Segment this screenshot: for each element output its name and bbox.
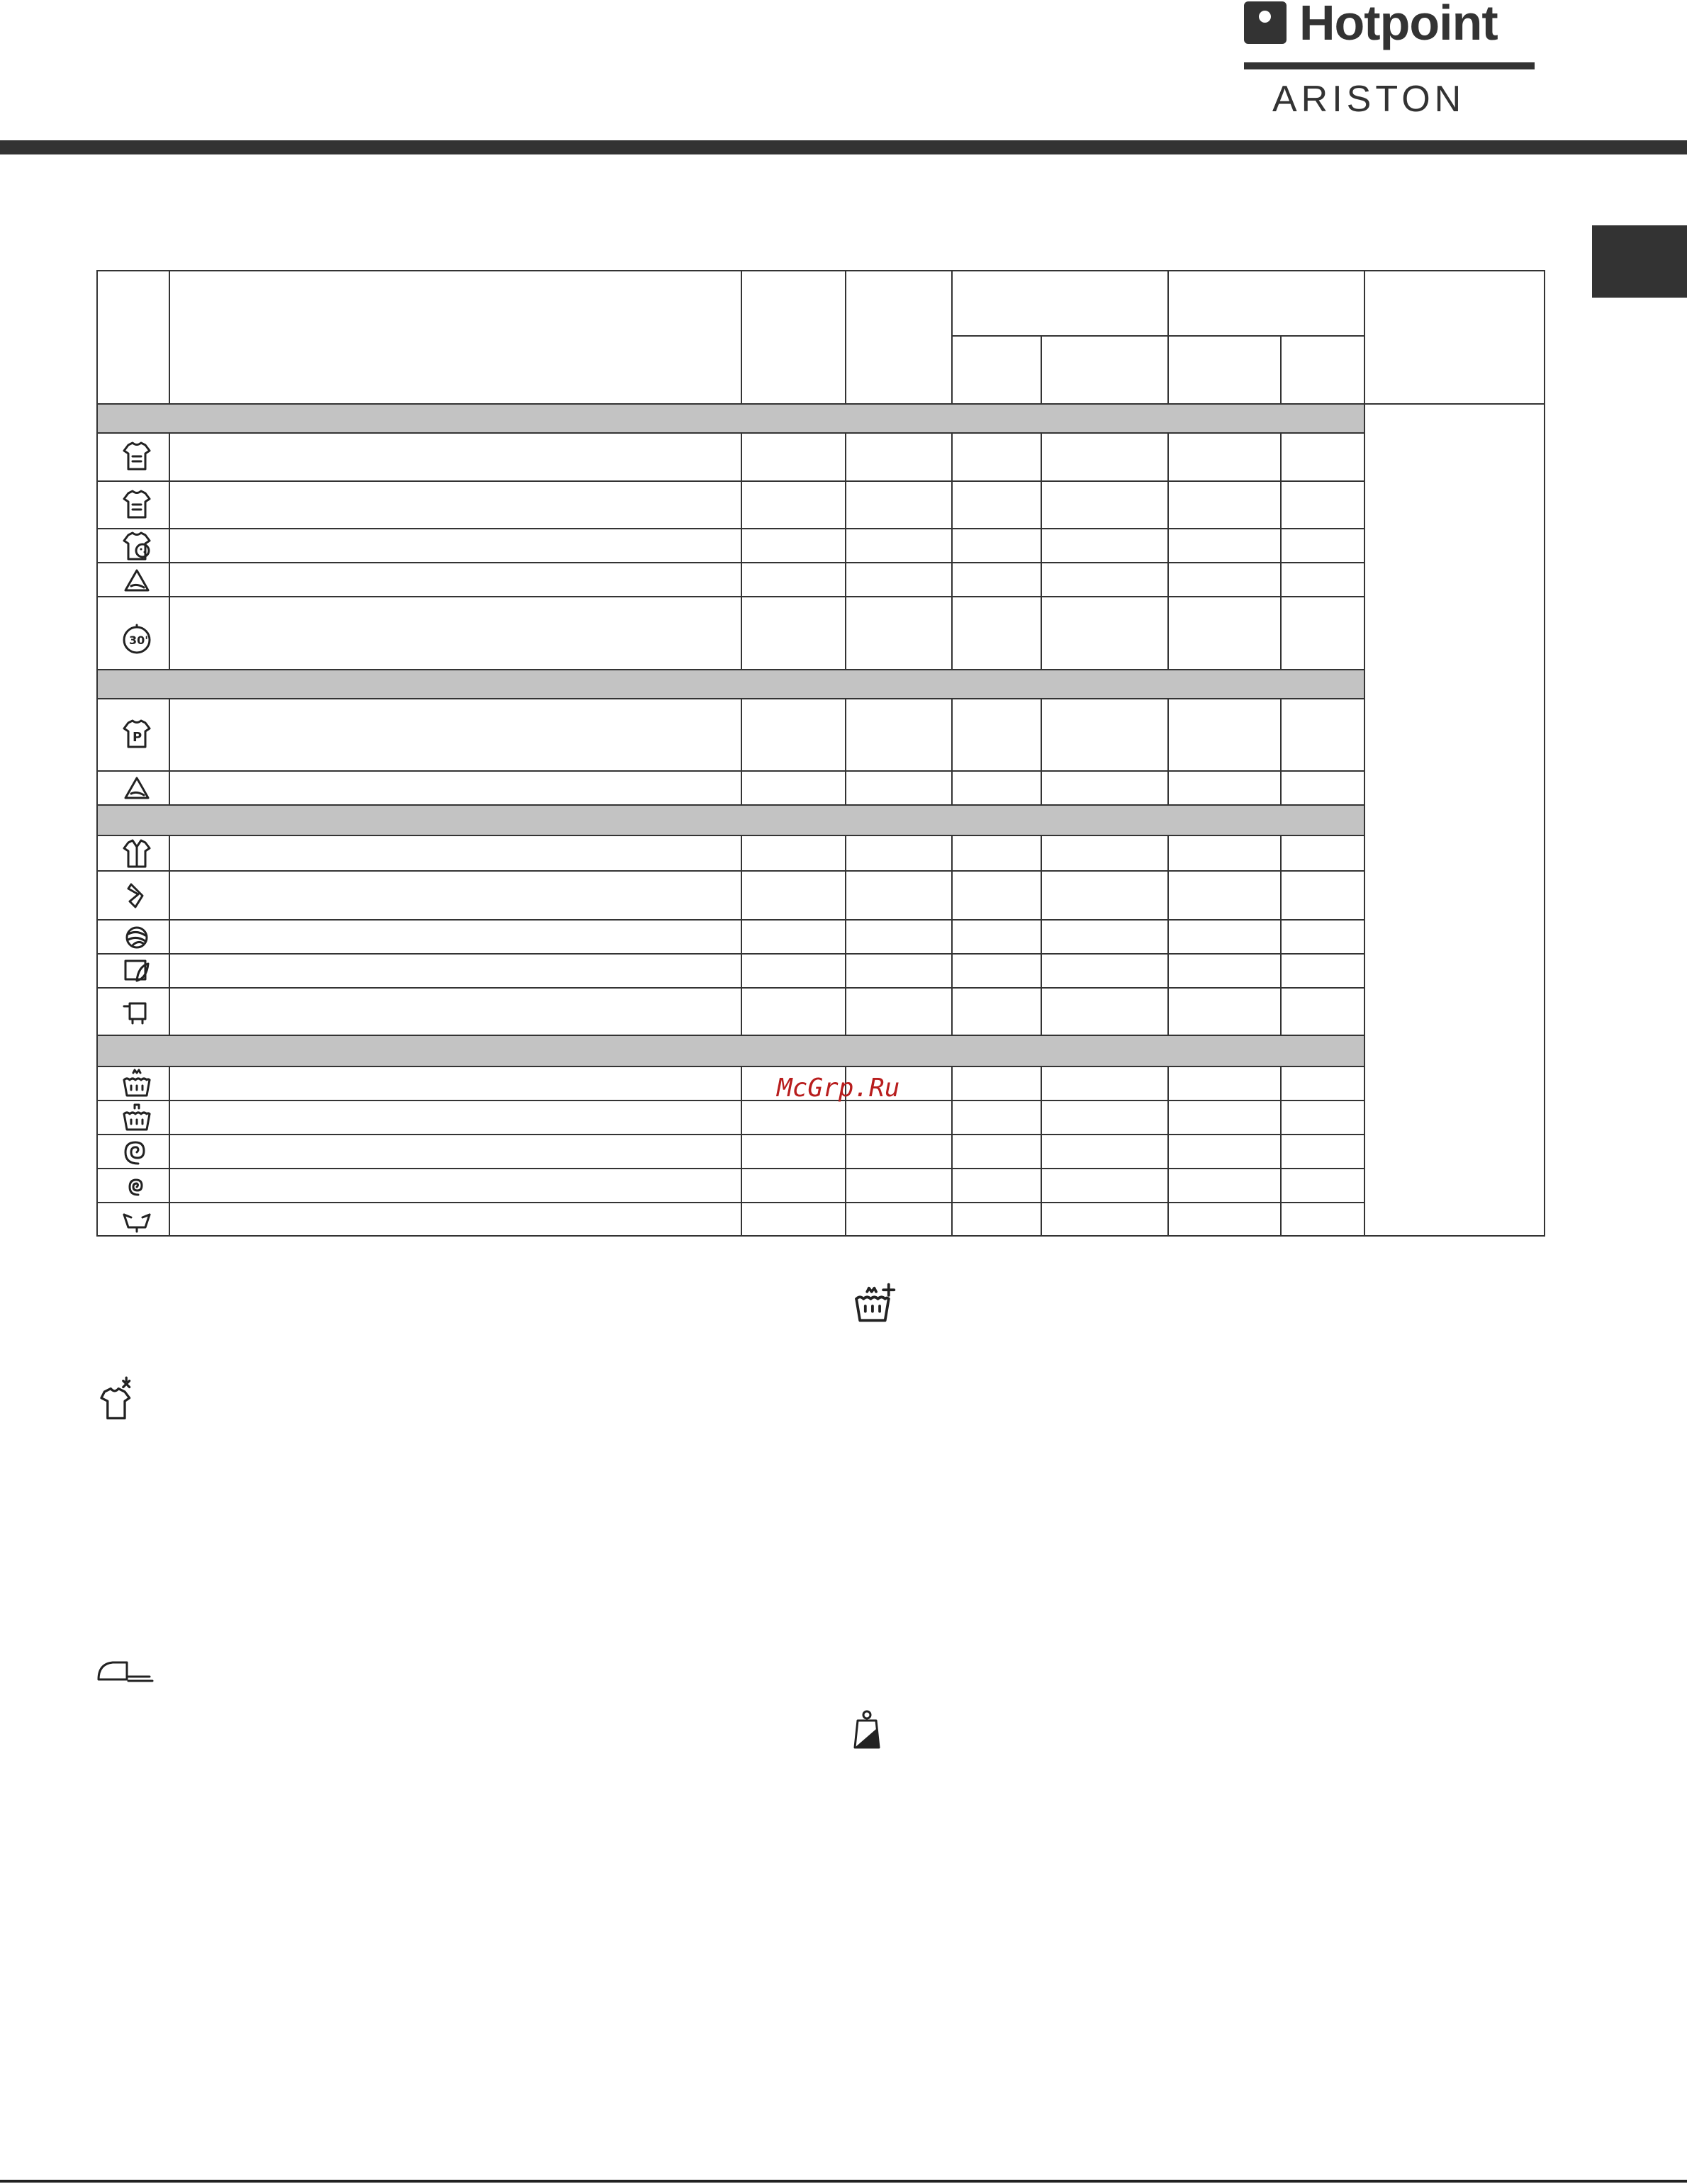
footer-rule: [0, 2180, 1687, 2183]
easy-iron-shirt-icon: [94, 1376, 140, 1423]
watermark: McGrp.Ru: [777, 1074, 900, 1103]
section-band-1: [97, 404, 1364, 433]
extra-rinse-icon: [849, 1276, 903, 1329]
quick-30-minute-icon: [116, 619, 158, 661]
p-label-shirt-icon: [116, 713, 158, 755]
drain-icon: [116, 1199, 158, 1242]
brand-name-secondary: ARISTON: [1272, 79, 1466, 120]
standard-shirt-icon: [116, 435, 158, 478]
delicates-cone-icon: [116, 559, 158, 602]
section-band-4: [97, 1035, 1364, 1066]
shirt-icon: [116, 833, 158, 875]
load-weight-icon: [851, 1708, 883, 1752]
brand-name-primary: Hotpoint: [1299, 0, 1498, 50]
section-band-3: [97, 805, 1364, 835]
leaf-towel-icon: [116, 950, 158, 992]
standard-shirt-icon: [116, 483, 158, 526]
iron-icon: [94, 1651, 155, 1691]
svg-text:30': 30': [129, 634, 149, 647]
hanging-garment-icon: [116, 991, 158, 1033]
svg-text:P: P: [133, 730, 142, 745]
silk-scarf-icon: [116, 874, 158, 917]
delicates-cone-icon: [116, 767, 158, 809]
section-band-2: [97, 670, 1364, 699]
